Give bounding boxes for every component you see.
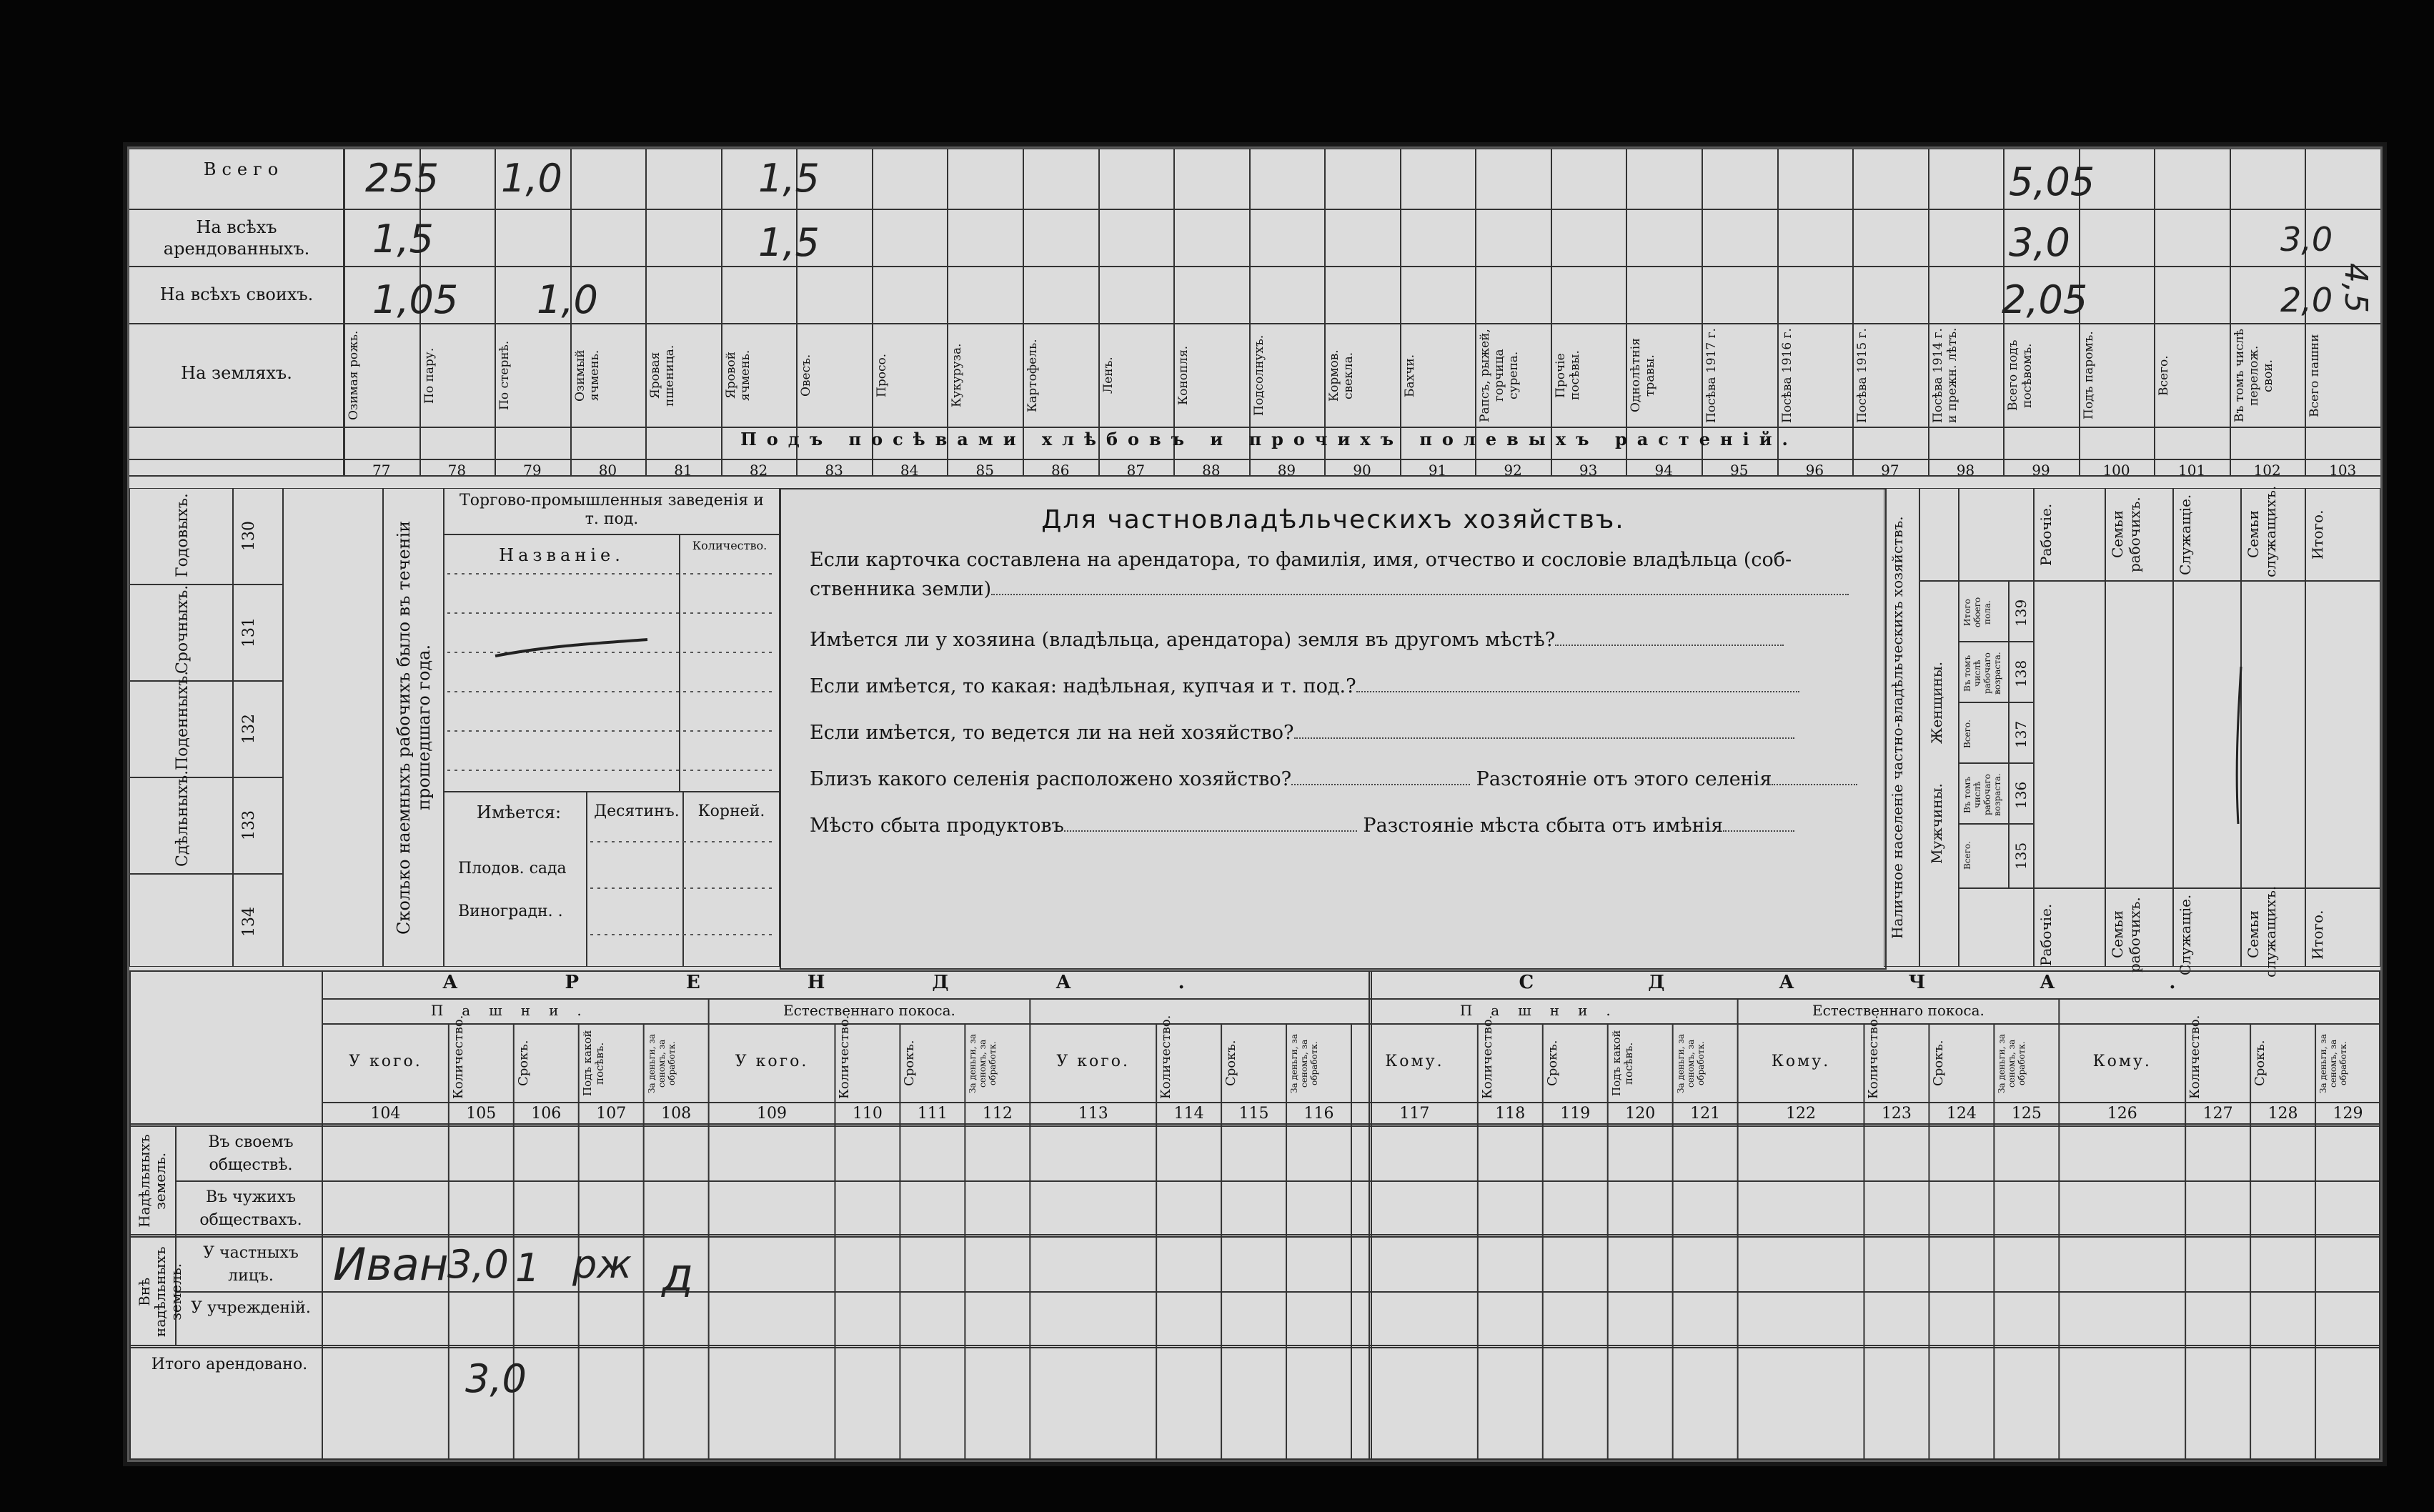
rent-col-label: У кого. (1056, 1053, 1131, 1070)
q-market (810, 815, 1885, 837)
crop-col-label: Ленъ. (1101, 357, 1116, 394)
crop-col-line (1023, 149, 1024, 476)
hw-total-99: 5,05 (2009, 159, 2095, 204)
korney-label: Корней. (697, 802, 765, 820)
crop-col-label: Просо. (874, 353, 889, 398)
crop-col-label: Бахчи. (1402, 354, 1417, 397)
hired-workers-block (129, 488, 780, 967)
crop-col-line (1928, 149, 1929, 476)
private-farm-title: Для частновладѣльческихъ хозяйствъ. (1041, 505, 1625, 534)
crop-col-number: 79 (523, 462, 542, 479)
rent-col-label: У кого. (349, 1053, 422, 1070)
population-row-sub: Всего. (1962, 841, 1972, 870)
rent-col-number: 120 (1625, 1105, 1656, 1123)
q-owner-line-2 (810, 578, 1885, 600)
hw-rent-99: 3,0 (2009, 220, 2070, 265)
crop-col-number: 91 (1428, 462, 1447, 479)
crop-col-number: 88 (1202, 462, 1221, 479)
population-col-bottom: Семьи рабочихъ. (2109, 897, 2143, 973)
population-col-top: Рабочіе. (2037, 503, 2055, 566)
crop-col-line (344, 149, 345, 476)
row-label-total: Всего (203, 159, 284, 179)
rent-col-label: За деньги, за сеномъ, за обработк. (1289, 1033, 1320, 1093)
rent-col-label: Срокъ. (2252, 1040, 2268, 1087)
rent-col-number: 128 (2267, 1105, 2298, 1123)
rent-col-number: 126 (2107, 1105, 2137, 1123)
crop-col-number: 90 (1353, 462, 1371, 479)
row-own-society: Въ своемъ обществѣ. (208, 1133, 294, 1174)
crop-col-number: 78 (447, 462, 467, 479)
crop-col-label: Рапсъ, рыжей, горчица сурепа. (1478, 329, 1521, 422)
rent-col-label: У кого. (735, 1053, 809, 1070)
population-col-top: Служащіе. (2177, 494, 2194, 575)
crop-col-label: Картофель. (1025, 339, 1040, 412)
q-land-type-blank (1356, 691, 1799, 692)
population-label: Наличное населеніе частно-владѣльческихъ хозяйствъ. (1889, 516, 1906, 939)
hw-rent-qty: 3,0 (447, 1242, 509, 1287)
worker-row-label (172, 881, 215, 963)
crop-col-label: Посѣва 1917 г. (1704, 328, 1719, 423)
rent-col-label: Подъ какой посѣвъ. (580, 1030, 606, 1097)
crop-col-line (1852, 149, 1854, 476)
population-row-number: 139 (2012, 599, 2030, 627)
population-row-sub: Въ томъ числѣ рабочаго возраста. (1962, 773, 2002, 816)
desyatin-label: Десятинъ. (594, 802, 680, 820)
hw-rent-srok: 1 (515, 1245, 540, 1290)
crop-col-label: Однолѣтнія травы. (1629, 338, 1658, 413)
row-label-own: На всѣхъ своихъ. (159, 284, 314, 304)
crop-col-line (1475, 149, 1476, 476)
rent-col-number: 119 (1560, 1105, 1591, 1123)
crop-col-number: 87 (1126, 462, 1146, 479)
hw-rent-pay: д (662, 1249, 694, 1302)
population-row-sub: Въ томъ числѣ рабочаго возраста. (1962, 652, 2002, 695)
crop-col-label: Въ томъ числѣ перелож. свои. (2232, 329, 2275, 422)
rent-col-number: 116 (1303, 1105, 1334, 1123)
q-farming-blank (1294, 737, 1794, 739)
q-other-land-blank (1555, 645, 1784, 646)
rent-col-label: За деньги, за сеномъ, за обработк. (1675, 1033, 1706, 1093)
q-market-distance-text: Разстояніе мѣста сбыта отъ имѣнія (1363, 815, 1724, 837)
rent-col-number: 108 (661, 1105, 692, 1123)
hw-right-1: 3,0 (2280, 220, 2333, 259)
sdacha-header: СДАЧА. (1519, 972, 2290, 993)
rent-col-number: 118 (1495, 1105, 1526, 1123)
q-farming (810, 722, 1885, 744)
crop-col-number: 83 (825, 462, 843, 479)
crop-col-label: Прочіе посѣвы. (1553, 350, 1582, 401)
crop-col-label: Озимый ячмень. (572, 349, 602, 402)
crop-col-label: Конопля. (1176, 345, 1191, 406)
crop-col-number: 100 (2102, 462, 2130, 479)
population-row-number: 136 (2012, 781, 2030, 810)
hw-own-99: 2,05 (2002, 277, 2088, 322)
crop-col-line (1400, 149, 1401, 476)
crops-band: Подъ посѣвами хлѣбовъ и прочихъ полевыхъ растеній. (740, 429, 1798, 449)
q-distance-village-text: Разстояніе отъ этого селенія (1476, 768, 1772, 790)
rent-col-number: 121 (1690, 1105, 1721, 1123)
census-card-page (127, 146, 2383, 1462)
trade-name-header: Названіе. (499, 545, 625, 565)
q-market-text: Мѣсто сбыта продуктовъ (810, 815, 1064, 837)
q-owner-line-1: Если карточка составлена на арендатора, то фамилія, имя, отчество и сословіе владѣльца (соб- (810, 549, 1792, 571)
q-land-type-text: Если имѣется, то какая: надѣльная, купчая и т. под.? (810, 675, 1356, 697)
crop-col-label: Озимая рожь. (347, 330, 361, 421)
rent-col-label: За деньги, за сеномъ, за обработк. (968, 1033, 998, 1093)
crop-col-label: Подъ паромъ. (2081, 331, 2096, 420)
population-row-number: 137 (2012, 720, 2030, 749)
group-nadel: Надѣльныхъ земель. (136, 1134, 169, 1228)
rent-lease-table (129, 970, 2380, 1460)
crop-col-number: 98 (1956, 462, 1975, 479)
row-institutions: У учрежденій. (191, 1299, 311, 1317)
population-col-bottom: Рабочіе. (2037, 903, 2055, 966)
crop-col-label: Всего подъ посѣвомъ. (2006, 339, 2035, 412)
q-owner-blank (991, 594, 1849, 595)
crop-col-label: Посѣва 1914 г. и прежн. лѣтъ. (1930, 327, 1959, 424)
crop-col-label: Посѣва 1915 г. (1855, 328, 1870, 423)
worker-row-label: Годовыхъ. (174, 493, 192, 577)
worker-row-number: 134 (240, 907, 258, 937)
worker-row-number: 133 (240, 810, 258, 841)
row-private: У частныхъ лицъ. (203, 1244, 299, 1285)
rent-col-label: Количество. (837, 1015, 853, 1099)
crop-col-line (2230, 149, 2231, 476)
rent-col-number: 109 (757, 1105, 788, 1123)
hw-right-2: 2,0 (2280, 281, 2333, 319)
crop-col-number: 93 (1579, 462, 1598, 479)
rent-col-label: Срокъ. (1223, 1040, 1239, 1087)
trade-title: Торгово-промышленныя заведенія и т. под. (460, 492, 764, 528)
q-owner-line-2-text: ственника земли) (810, 578, 992, 600)
arenda-header: АРЕНДА. (442, 972, 1292, 993)
population-col-top: Семьи рабочихъ. (2109, 497, 2143, 572)
crop-col-number: 95 (1730, 462, 1749, 479)
hw-total-82: 1,5 (758, 156, 820, 201)
hw-rent-posev: рж (572, 1242, 632, 1287)
men-label: Мужчины. (1928, 783, 1945, 865)
crop-col-number: 102 (2253, 462, 2281, 479)
rent-col-number: 115 (1238, 1105, 1269, 1123)
crop-col-label: Всего. (2157, 355, 2172, 396)
crop-col-line (1702, 149, 1703, 476)
population-row-sub: Всего. (1962, 720, 1972, 748)
rent-col-number: 110 (852, 1105, 883, 1123)
rent-col-label: Кому. (1385, 1053, 1444, 1070)
hw-own-79: 1,0 (537, 277, 598, 322)
crop-col-number: 85 (975, 462, 994, 479)
rent-col-label: Срокъ. (1931, 1040, 1947, 1087)
rent-col-number: 104 (370, 1105, 401, 1123)
crop-col-line (1626, 149, 1627, 476)
rent-col-number: 107 (596, 1105, 627, 1123)
middle-section (129, 485, 2380, 978)
crop-col-line (1551, 149, 1552, 476)
crop-col-line (495, 149, 496, 476)
worker-row-number: 131 (240, 617, 258, 648)
crop-col-line (1249, 149, 1251, 476)
worker-row-label: Срочныхъ. (174, 585, 192, 674)
crop-col-number: 103 (2329, 462, 2357, 479)
q-land-type (810, 675, 1885, 697)
rent-col-label: За деньги, за сеномъ, за обработк. (646, 1033, 677, 1093)
row-other-society: Въ чужихъ обществахъ. (199, 1188, 302, 1229)
rent-col-label: Подъ какой посѣвъ. (1609, 1030, 1635, 1097)
population-block (1884, 485, 2380, 978)
population-row-number: 135 (2012, 842, 2030, 870)
hw-rent-name: Иван (333, 1238, 449, 1290)
q-distance-village-blank (1772, 784, 1857, 785)
row-label-rented: На всѣхъ арендованныхъ. (163, 217, 310, 259)
group-vne: Внѣ надѣльныхъ земель. (136, 1246, 184, 1338)
crop-col-line (872, 149, 873, 476)
hw-own-77: 1,05 (372, 277, 459, 322)
population-col-bottom: Служащіе. (2177, 894, 2194, 975)
crop-col-number: 99 (2032, 462, 2050, 479)
rent-col-number: 112 (982, 1105, 1013, 1123)
sdacha-pashni-header: Пашни. (1459, 1002, 1629, 1019)
worker-row-label: Сдѣльныхъ. (174, 770, 192, 867)
crop-col-number: 82 (749, 462, 768, 479)
crop-col-number: 86 (1051, 462, 1070, 479)
population-col-bottom: Итого. (2309, 910, 2326, 960)
crop-col-number: 97 (1881, 462, 1899, 479)
crop-col-number: 81 (674, 462, 692, 479)
worker-row-number: 130 (240, 521, 258, 552)
population-col-top: Итого. (2309, 509, 2326, 559)
q-market-distance-blank (1723, 830, 1794, 832)
rent-col-number: 111 (917, 1105, 948, 1123)
crop-col-number: 94 (1654, 462, 1673, 479)
rent-col-number: 113 (1078, 1105, 1108, 1123)
q-other-land-text: Имѣется ли у хозяина (владѣльца, арендатора) земля въ другомъ мѣстѣ? (810, 629, 1556, 651)
population-row-sub: Итого обоего пола. (1962, 597, 1992, 628)
crop-col-line (2154, 149, 2155, 476)
crop-col-line (1098, 149, 1100, 476)
crop-col-label: По стернѣ. (497, 340, 512, 411)
q-market-blank (1064, 830, 1357, 832)
rent-col-label: Кому. (1771, 1053, 1831, 1070)
rent-col-label: За деньги, за сеномъ, за обработк. (2318, 1033, 2349, 1093)
rent-col-label: Количество. (450, 1015, 466, 1099)
arenda-pashni-header: Пашни. (430, 1002, 600, 1019)
row-total-rented: Итого арендовано. (151, 1356, 308, 1373)
rent-col-label: Срокъ. (1544, 1040, 1560, 1087)
population-row-number: 138 (2012, 660, 2030, 688)
sdacha-pokos-header: Естественнаго покоса. (1812, 1002, 1985, 1019)
crop-col-label: Овесъ. (799, 354, 814, 397)
crop-col-line (721, 149, 722, 476)
hw-rent-77: 1,5 (372, 217, 434, 262)
crop-col-label: Посѣва 1916 г. (1779, 328, 1794, 423)
has-label: Имѣется: (476, 802, 562, 822)
rent-col-number: 106 (531, 1105, 562, 1123)
population-col-top: Семьи служащихъ. (2245, 485, 2279, 577)
q-near-village-blank (1291, 784, 1470, 785)
rent-col-label: Количество. (1479, 1015, 1495, 1099)
rent-col-label: Количество. (2187, 1015, 2203, 1099)
crop-col-label: Кормов. свекла. (1327, 349, 1356, 402)
trade-qty-header: Количество. (692, 539, 768, 552)
crop-col-label: Яровая пшеница. (648, 344, 677, 407)
q-near-village-text: Близъ какого селенія расположено хозяйство? (810, 768, 1292, 790)
crop-col-number: 101 (2178, 462, 2206, 479)
hw-total-77: 255 (365, 156, 439, 201)
rent-col-number: 114 (1173, 1105, 1204, 1123)
crop-col-number: 96 (1805, 462, 1824, 479)
women-label: Женщины. (1928, 661, 1945, 744)
q-near-village (810, 768, 1885, 790)
crop-col-number: 84 (900, 462, 919, 479)
hw-rent-total: 3,0 (465, 1356, 527, 1401)
arenda-pokos-header: Естественнаго покоса. (783, 1002, 955, 1019)
crop-col-label: Кукуруза. (950, 343, 965, 408)
crop-col-number: 77 (372, 462, 391, 479)
crop-col-label: Всего пашни (2308, 334, 2323, 417)
hw-right-3: 4,5 (2338, 263, 2374, 313)
garden-label: Плодов. сада (458, 860, 567, 877)
rent-col-label: За деньги, за сеномъ, за обработк. (1997, 1033, 2027, 1093)
crop-table (129, 149, 2380, 477)
q-other-land (810, 629, 1885, 651)
crop-col-number: 92 (1504, 462, 1522, 479)
private-farm-questions (780, 488, 1887, 970)
rent-col-number: 117 (1399, 1105, 1430, 1123)
rent-col-number: 127 (2202, 1105, 2233, 1123)
rent-col-number: 129 (2333, 1105, 2363, 1123)
rent-col-label: Количество. (1866, 1015, 1882, 1099)
rent-col-label: Количество. (1158, 1015, 1174, 1099)
crop-col-line (1777, 149, 1779, 476)
crop-col-line (1173, 149, 1175, 476)
crop-col-label: По пару. (422, 347, 437, 404)
population-col-bottom: Семьи служащихъ. (2245, 885, 2279, 978)
rent-col-label: Срокъ. (515, 1040, 531, 1087)
hw-rent-82: 1,5 (758, 220, 820, 265)
worker-row-number: 132 (240, 714, 258, 745)
crop-col-number: 80 (598, 462, 617, 479)
workers-label: Сколько наемныхъ рабочихъ было въ теченіи прошедшаго года. (394, 520, 434, 935)
worker-row-label: Поденныхъ. (174, 670, 192, 770)
q-farming-text: Если имѣется, то ведется ли на ней хозяйство? (810, 722, 1294, 744)
rent-col-number: 125 (2011, 1105, 2042, 1123)
rent-col-label: Срокъ. (902, 1040, 918, 1087)
rent-col-number: 124 (1946, 1105, 1977, 1123)
rent-col-number: 123 (1881, 1105, 1912, 1123)
rent-col-number: 122 (1786, 1105, 1817, 1123)
crop-col-label: Яровой ячмень. (723, 349, 752, 402)
row-label-lands: На земляхъ. (181, 363, 292, 383)
crop-col-line (645, 149, 647, 476)
crop-col-line (947, 149, 948, 476)
crop-col-number: 89 (1277, 462, 1296, 479)
vineyard-label: Виноградн. . (458, 902, 563, 920)
rent-col-label: Кому. (2092, 1053, 2152, 1070)
crop-col-line (1324, 149, 1326, 476)
hw-total-79: 1,0 (501, 156, 562, 201)
crop-col-label: Подсолнухъ. (1251, 334, 1266, 417)
rent-col-number: 105 (466, 1105, 497, 1123)
